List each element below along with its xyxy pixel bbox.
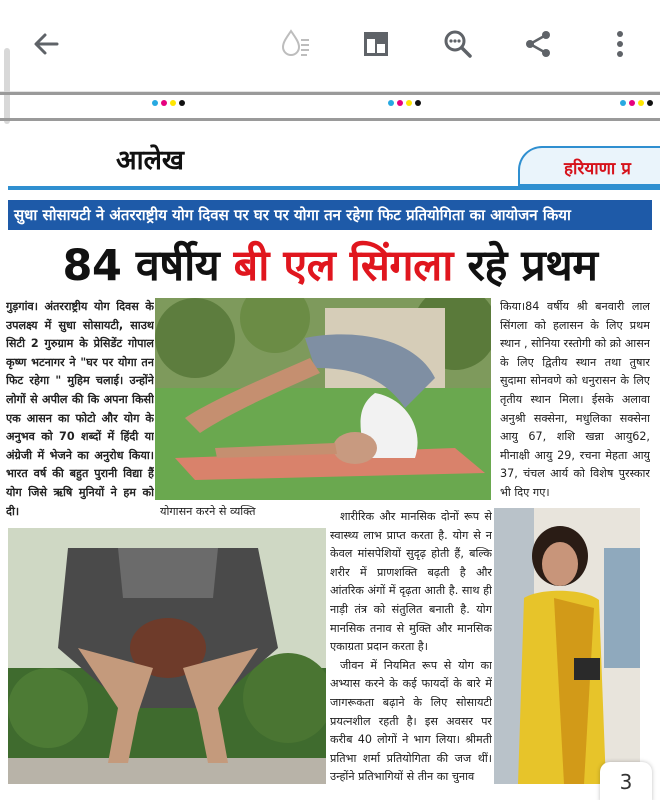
photo-crow-pose (8, 528, 326, 784)
kicker-strap: सुधा सोसायटी ने अंतरराष्ट्रीय योग दिवस पर घर पर योगा तन रहेगा फिट प्रतियोगिता का आयोजन किया (8, 200, 652, 230)
print-rule (0, 92, 660, 95)
print-rule (0, 118, 660, 121)
layout-icon[interactable] (354, 22, 398, 66)
registration-marks (152, 100, 185, 106)
middle-column-text (330, 508, 492, 784)
headline (8, 234, 652, 298)
section-title: आलेख (116, 145, 184, 176)
state-tab-label: हरियाणा प्र (564, 159, 631, 179)
middle-paragraph-1: शारीरिक और मानसिक दोनों रूप से स्वास्थ्य लाभ प्राप्त करता है. योग से न केवल मांसपेशियों सुदृढ़ होती हैं, बल्कि शरीर में प्राणशक्ति बढ़ती है और आंतरिक अंगों में दृढ़ता आती है. साथ ही नाड़ी तंत्र को संतुलित बनाती है. योग मानसिक तनाव से मुक्ति और मानसिक एकाग्रता प्रदान करता है। (330, 510, 492, 654)
headline-name: बी एल सिंगला (233, 241, 453, 291)
registration-marks (620, 100, 653, 106)
lead-paragraph: गुड़गांव। अंतरराष्ट्रीय योग दिवस के उपलक्ष्य में सुधा सोसायटी, साउथ सिटी 2 गुरुग्राम के प्रेसिडेंट गोपाल कृष्ण भटनागर ने "घर पर योगा तन फिट रहेगा " मुहिम चलाई। उन्होंने लोगों से अपील की कि अपना किसी एक आसन का फोटो और योग के अनुभव को 70 शब्दों में हिंदी या अंग्रेजी में भेजने का अनुरोध किया। भारत वर्ष की बहुत पुरानी विद्या हैं योग जिसे ऋषि मुनियों ने हम को दी। (6, 300, 154, 518)
back-arrow-icon[interactable] (24, 22, 68, 66)
zoom-out-icon[interactable] (436, 22, 480, 66)
right-column-text: किया।84 वर्षीय श्री बनवारी लाल सिंगला को हलासन के लिए प्रथम स्थान , सोनिया रस्तोगी को क्रो आसन के लिए द्वितीय स्थान तथा तुषार सुदामा सोनवणे को धनुरासन के लिए तृतीय स्थान मिला। ईसके अलावा अनुश्री सक्सेना, मधुलिका सक्सेना आयु 67, शशि खन्ना आयु62, मीनाक्षी आयु 29, रचना मेहता आयु 37, चंचल आर्य को विशेष पुरस्कार भी दिए गए। (500, 300, 650, 499)
scrollbar[interactable] (4, 48, 10, 124)
state-tab (518, 146, 660, 186)
headline-part3: रहे प्रथम (452, 241, 598, 291)
photo-plough-pose (155, 298, 491, 500)
section-rule (8, 186, 660, 190)
app-toolbar (0, 0, 660, 92)
share-icon[interactable] (516, 22, 560, 66)
middle-paragraph-2: जीवन में नियमित रूप से योग का अभ्यास करने के कई फायदों के बारे में जागरूकता बढ़ाने के लिए सोसायटी प्रयत्नशील रहती है। इस अवसर पर करीब 40 लोगों ने भाग लिया। श्रीमती प्रतिभा शर्मा प्रतियोगिता की जज थीं। उन्होंने प्रतिभागियों से तीन का चुनाव (330, 658, 492, 784)
registration-marks (388, 100, 421, 106)
ink-drop-icon[interactable] (274, 22, 318, 66)
headline-part1: 84 वर्षीय (62, 241, 234, 291)
photo-participant-portrait (494, 508, 640, 784)
caption-line: योगासन करने से व्यक्ति (160, 505, 256, 518)
page-number-badge[interactable]: 3 (600, 762, 652, 800)
more-vert-icon[interactable] (598, 22, 642, 66)
